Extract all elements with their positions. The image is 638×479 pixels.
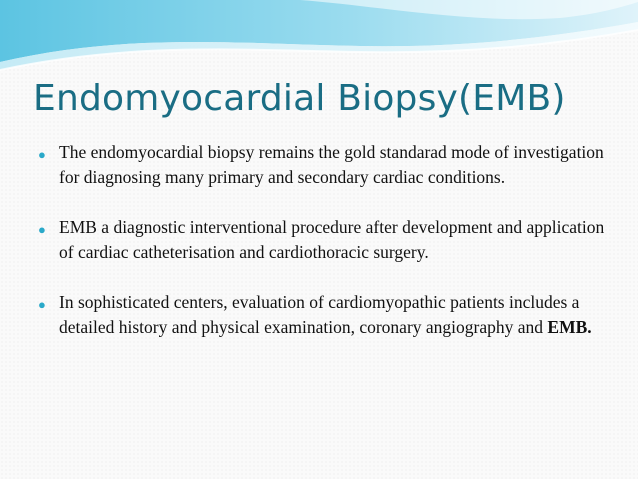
bullet-text: The endomyocardial biopsy remains the gold standarad mode of investigation for diagnosing many primary and secondary cardiac conditions. — [59, 142, 604, 187]
wave-header-decoration — [0, 0, 638, 80]
bullet-text: EMB a diagnostic interventional procedure after development and application of cardiac catheterisation and cardiothoracic surgery. — [59, 217, 605, 262]
filled-circle-bullet-icon: ● — [38, 297, 46, 312]
slide-title: Endomyocardial Biopsy(EMB) — [33, 78, 566, 119]
bullet-item — [38, 140, 623, 190]
bullet-item — [38, 290, 623, 340]
bullet-emphasis: EMB. — [547, 317, 592, 337]
bullet-list — [38, 140, 623, 365]
bullet-item — [38, 215, 623, 265]
filled-circle-bullet-icon: ● — [38, 147, 46, 162]
bullet-text-body: In sophisticated centers, evaluation of cardiomyopathic patients includes a detailed history and physical examination, coronary angiography and — [59, 292, 580, 337]
bullet-text — [59, 292, 592, 337]
filled-circle-bullet-icon: ● — [38, 222, 46, 237]
